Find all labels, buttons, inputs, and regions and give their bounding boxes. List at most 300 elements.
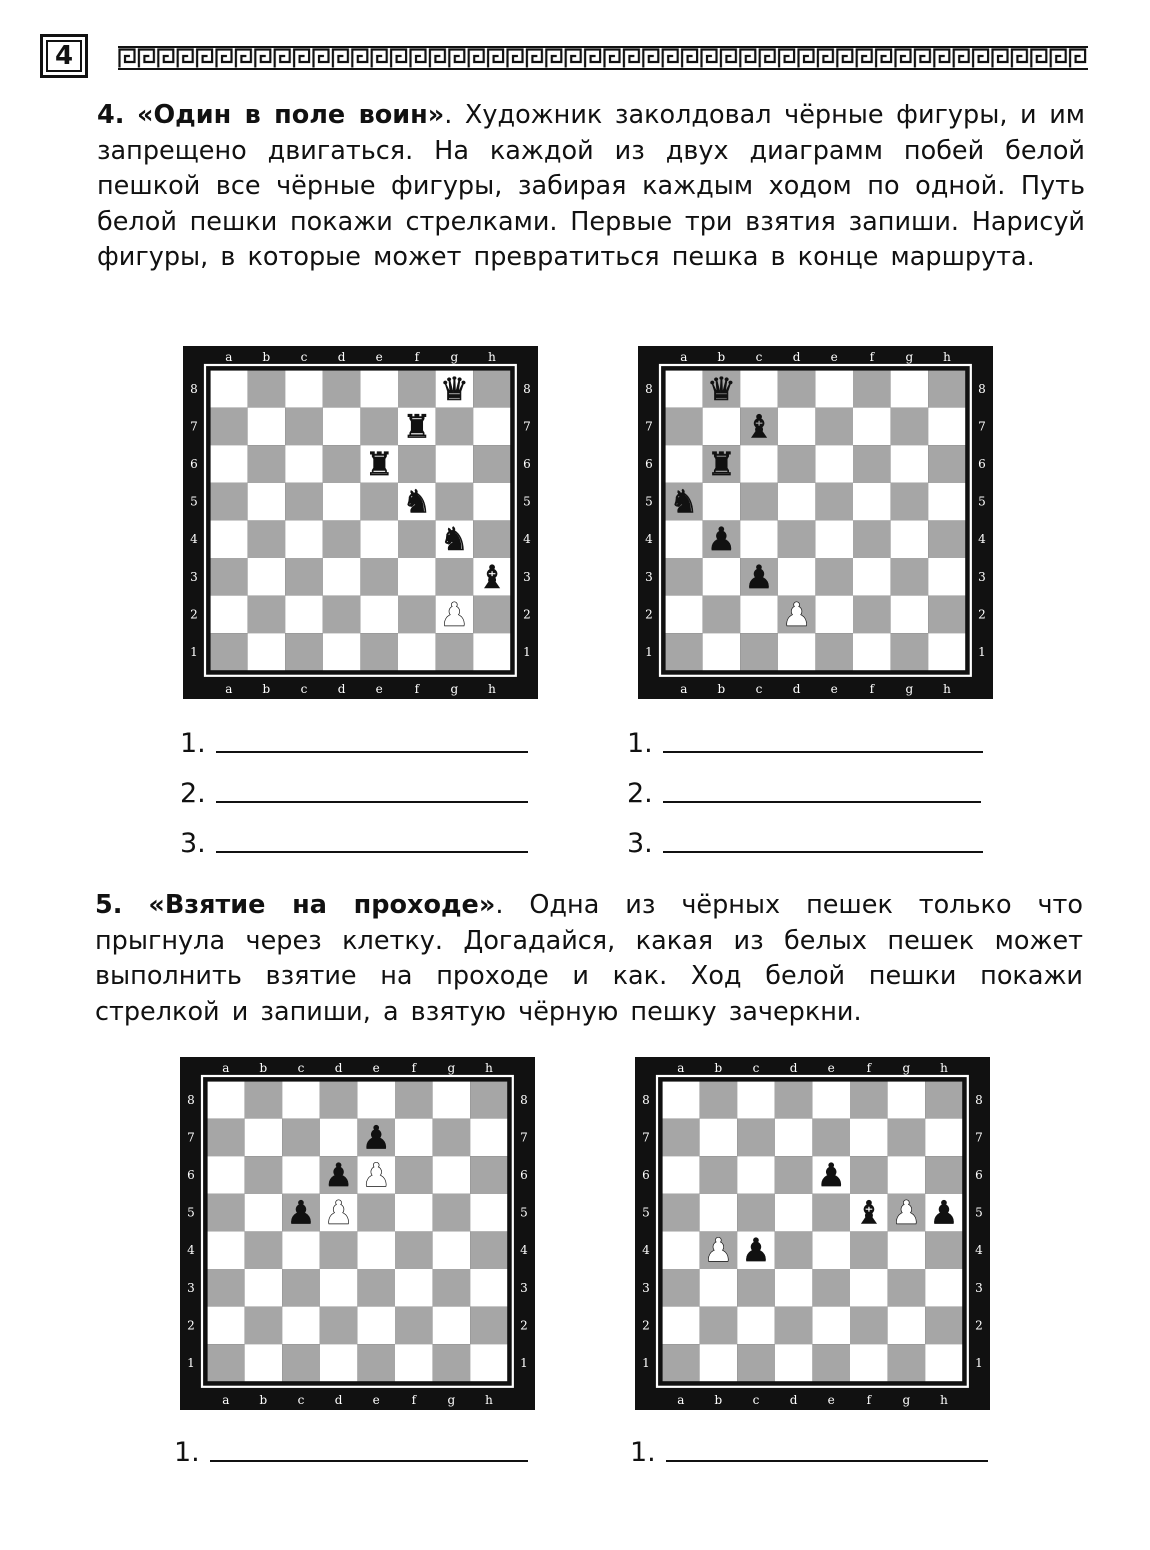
square-g3 <box>436 558 474 596</box>
square-c3 <box>737 1269 775 1307</box>
square-e8 <box>812 1081 850 1119</box>
square-f1 <box>395 1344 433 1382</box>
square-c6 <box>737 1156 775 1194</box>
square-h4 <box>473 520 511 558</box>
square-d6 <box>323 445 361 483</box>
rank-label-4: 4 <box>520 1243 528 1258</box>
file-label-d: d <box>789 1393 798 1407</box>
square-a1 <box>662 1344 700 1382</box>
file-label-e: e <box>375 682 383 696</box>
square-a7 <box>665 408 703 446</box>
square-a5 <box>662 1194 700 1232</box>
square-e5 <box>357 1194 395 1232</box>
square-b2 <box>248 596 286 634</box>
square-g1 <box>433 1344 471 1382</box>
answer-number: 1. <box>627 728 653 759</box>
square-a2 <box>207 1307 245 1345</box>
square-e4 <box>812 1231 850 1269</box>
square-g2 <box>433 1307 471 1345</box>
square-b3 <box>248 558 286 596</box>
square-h5 <box>473 483 511 521</box>
square-b8 <box>700 1081 738 1119</box>
square-a3 <box>210 558 248 596</box>
square-d8 <box>323 370 361 408</box>
square-f1 <box>853 633 891 671</box>
square-g4 <box>888 1231 926 1269</box>
page-number: 4 <box>40 34 88 78</box>
rank-label-5: 5 <box>978 494 986 509</box>
file-label-b: b <box>259 1061 268 1075</box>
square-a4 <box>662 1231 700 1269</box>
black-pawn-d6: ♟ <box>324 1156 353 1194</box>
file-label-d: d <box>792 350 801 364</box>
file-label-c: c <box>752 1061 760 1075</box>
square-c2 <box>740 596 778 634</box>
rank-label-6: 6 <box>642 1168 650 1182</box>
square-h3 <box>470 1269 508 1307</box>
file-label-h: h <box>485 1061 493 1075</box>
file-label-a: a <box>677 1393 685 1407</box>
square-g4 <box>891 520 929 558</box>
file-label-d: d <box>789 1061 798 1075</box>
square-b5 <box>248 483 286 521</box>
chessboard-5b <box>635 1057 990 1410</box>
rank-label-6: 6 <box>523 457 531 471</box>
file-label-a: a <box>225 682 233 696</box>
square-b6 <box>700 1156 738 1194</box>
answer-line-4a-1[interactable] <box>180 728 528 759</box>
square-g3 <box>888 1269 926 1307</box>
file-label-f: f <box>869 350 875 364</box>
rank-label-7: 7 <box>645 419 653 434</box>
square-f4 <box>850 1231 888 1269</box>
square-b7 <box>703 408 741 446</box>
square-b5 <box>700 1194 738 1232</box>
file-label-h: h <box>943 350 951 364</box>
square-h7 <box>928 408 966 446</box>
rank-label-5: 5 <box>975 1205 983 1220</box>
square-h1 <box>473 633 511 671</box>
square-g1 <box>891 633 929 671</box>
square-h3 <box>925 1269 963 1307</box>
square-a6 <box>207 1156 245 1194</box>
black-knight-f5: ♞ <box>402 482 432 521</box>
square-e1 <box>357 1344 395 1382</box>
file-label-a: a <box>680 350 688 364</box>
square-h6 <box>473 445 511 483</box>
answer-line-4a-2[interactable] <box>180 778 528 809</box>
chessboard-4a <box>183 346 538 699</box>
file-label-c: c <box>300 350 308 364</box>
square-f2 <box>853 596 891 634</box>
rank-label-3: 3 <box>523 569 531 584</box>
square-d2 <box>320 1307 358 1345</box>
black-knight-a5: ♞ <box>669 482 699 521</box>
answer-number: 1. <box>180 728 206 759</box>
answer-line-5a-1[interactable] <box>174 1437 528 1468</box>
square-a3 <box>662 1269 700 1307</box>
square-g6 <box>436 445 474 483</box>
square-c8 <box>282 1081 320 1119</box>
square-e3 <box>812 1269 850 1307</box>
square-h2 <box>925 1307 963 1345</box>
rank-label-4: 4 <box>523 532 531 547</box>
square-f3 <box>850 1269 888 1307</box>
square-h4 <box>925 1231 963 1269</box>
square-b1 <box>703 633 741 671</box>
black-pawn-c5: ♟ <box>286 1193 316 1232</box>
white-pawn-e6: ♟ <box>361 1156 391 1194</box>
square-g2 <box>891 596 929 634</box>
square-b7 <box>245 1119 283 1157</box>
square-a8 <box>210 370 248 408</box>
rank-label-4: 4 <box>190 532 198 547</box>
square-a4 <box>210 520 248 558</box>
rank-label-8: 8 <box>520 1092 528 1107</box>
square-a7 <box>210 408 248 446</box>
black-pawn-e7: ♟ <box>361 1118 391 1157</box>
square-e3 <box>357 1269 395 1307</box>
file-label-e: e <box>375 350 383 364</box>
square-h7 <box>925 1119 963 1157</box>
rank-label-6: 6 <box>645 457 653 471</box>
rank-label-7: 7 <box>190 419 198 434</box>
square-c5 <box>737 1194 775 1232</box>
square-a8 <box>662 1081 700 1119</box>
answer-number: 3. <box>180 828 206 859</box>
black-bishop-f5: ♝ <box>854 1193 884 1232</box>
square-e2 <box>815 596 853 634</box>
square-a3 <box>665 558 703 596</box>
square-g3 <box>433 1269 471 1307</box>
square-b4 <box>245 1231 283 1269</box>
rank-label-3: 3 <box>190 569 198 584</box>
square-b3 <box>700 1269 738 1307</box>
square-d5 <box>323 483 361 521</box>
rank-label-1: 1 <box>642 1356 650 1370</box>
chessboard-5a <box>180 1057 535 1410</box>
rank-label-3: 3 <box>978 569 986 584</box>
square-f8 <box>395 1081 433 1119</box>
file-label-d: d <box>792 682 801 696</box>
square-d8 <box>775 1081 813 1119</box>
file-label-b: b <box>259 1393 268 1407</box>
black-rook-e6: ♜ <box>364 445 394 483</box>
square-d7 <box>778 408 816 446</box>
square-c4 <box>285 520 323 558</box>
answer-line-5b-1[interactable] <box>630 1437 988 1468</box>
rank-label-4: 4 <box>978 532 986 547</box>
square-e1 <box>360 633 398 671</box>
square-f6 <box>395 1156 433 1194</box>
answer-number: 3. <box>627 828 653 859</box>
file-label-a: a <box>225 350 233 364</box>
file-label-g: g <box>905 350 914 364</box>
square-f7 <box>395 1119 433 1157</box>
board-4a-svg <box>183 346 538 699</box>
square-c5 <box>285 483 323 521</box>
rank-label-8: 8 <box>523 381 531 396</box>
square-c8 <box>285 370 323 408</box>
square-b5 <box>245 1194 283 1232</box>
file-label-e: e <box>830 682 838 696</box>
rank-label-7: 7 <box>523 419 531 434</box>
square-d1 <box>778 633 816 671</box>
rank-label-1: 1 <box>975 1356 983 1370</box>
rank-label-4: 4 <box>642 1243 650 1258</box>
square-g5 <box>891 483 929 521</box>
rank-label-6: 6 <box>187 1168 195 1182</box>
exercise-5-text <box>95 888 1083 1030</box>
square-h6 <box>925 1156 963 1194</box>
square-c1 <box>737 1344 775 1382</box>
square-e7 <box>360 408 398 446</box>
rank-label-8: 8 <box>642 1092 650 1107</box>
file-label-a: a <box>680 682 688 696</box>
answer-number: 2. <box>627 778 653 809</box>
file-label-b: b <box>714 1061 723 1075</box>
square-b7 <box>700 1119 738 1157</box>
answer-line-4b-3[interactable] <box>627 828 983 859</box>
square-d4 <box>775 1231 813 1269</box>
square-g7 <box>891 408 929 446</box>
rank-label-1: 1 <box>523 645 531 659</box>
square-e4 <box>360 520 398 558</box>
square-b5 <box>703 483 741 521</box>
square-a3 <box>207 1269 245 1307</box>
square-a1 <box>207 1344 245 1382</box>
exercise-4-text <box>97 98 1085 276</box>
square-f5 <box>853 483 891 521</box>
file-label-e: e <box>372 1393 380 1407</box>
square-c2 <box>737 1307 775 1345</box>
square-e3 <box>815 558 853 596</box>
square-a1 <box>665 633 703 671</box>
square-c7 <box>285 408 323 446</box>
square-a2 <box>210 596 248 634</box>
rank-label-3: 3 <box>645 569 653 584</box>
square-g8 <box>888 1081 926 1119</box>
file-label-b: b <box>714 1393 723 1407</box>
file-label-h: h <box>488 350 496 364</box>
square-c5 <box>740 483 778 521</box>
square-d7 <box>323 408 361 446</box>
square-c6 <box>740 445 778 483</box>
rank-label-8: 8 <box>975 1092 983 1107</box>
square-h6 <box>928 445 966 483</box>
file-label-f: f <box>866 1061 872 1075</box>
square-b2 <box>703 596 741 634</box>
rank-label-3: 3 <box>520 1280 528 1295</box>
square-f1 <box>398 633 436 671</box>
square-b1 <box>245 1344 283 1382</box>
square-g8 <box>891 370 929 408</box>
square-d7 <box>320 1119 358 1157</box>
square-c8 <box>737 1081 775 1119</box>
square-e8 <box>815 370 853 408</box>
square-f8 <box>398 370 436 408</box>
file-label-a: a <box>222 1393 230 1407</box>
file-label-g: g <box>450 682 459 696</box>
black-bishop-h3: ♝ <box>477 557 507 596</box>
rank-label-4: 4 <box>187 1243 195 1258</box>
rank-label-2: 2 <box>520 1318 528 1333</box>
file-label-c: c <box>297 1061 305 1075</box>
square-f6 <box>853 445 891 483</box>
rank-label-3: 3 <box>642 1280 650 1295</box>
square-f7 <box>850 1119 888 1157</box>
exercise-4-number: 4. <box>97 100 125 130</box>
square-b6 <box>248 445 286 483</box>
square-c2 <box>282 1307 320 1345</box>
rank-label-2: 2 <box>645 607 653 622</box>
rank-label-7: 7 <box>975 1130 983 1145</box>
square-f5 <box>395 1194 433 1232</box>
rank-label-7: 7 <box>520 1130 528 1145</box>
square-f3 <box>398 558 436 596</box>
rank-label-8: 8 <box>645 381 653 396</box>
rank-label-1: 1 <box>978 645 986 659</box>
square-f1 <box>850 1344 888 1382</box>
square-h5 <box>470 1194 508 1232</box>
square-a4 <box>665 520 703 558</box>
file-label-d: d <box>337 682 346 696</box>
square-c4 <box>282 1231 320 1269</box>
square-e6 <box>815 445 853 483</box>
rank-label-5: 5 <box>190 494 198 509</box>
rank-label-5: 5 <box>187 1205 195 1220</box>
square-e4 <box>815 520 853 558</box>
answer-number: 2. <box>180 778 206 809</box>
square-e1 <box>815 633 853 671</box>
square-d4 <box>778 520 816 558</box>
square-b2 <box>245 1307 283 1345</box>
greek-key-border <box>118 46 1088 70</box>
file-label-e: e <box>372 1061 380 1075</box>
file-label-e: e <box>830 350 838 364</box>
square-b1 <box>700 1344 738 1382</box>
black-pawn-e6: ♟ <box>816 1156 846 1194</box>
answer-line-4b-1[interactable] <box>627 728 983 759</box>
square-c1 <box>282 1344 320 1382</box>
rank-label-8: 8 <box>978 381 986 396</box>
square-e8 <box>357 1081 395 1119</box>
square-a2 <box>665 596 703 634</box>
square-f2 <box>398 596 436 634</box>
square-f6 <box>398 445 436 483</box>
black-pawn-c3: ♟ <box>744 557 774 596</box>
square-a8 <box>207 1081 245 1119</box>
rank-label-4: 4 <box>975 1243 983 1258</box>
exercise-4-title: «Один в поле воин» <box>137 100 445 130</box>
square-d4 <box>323 520 361 558</box>
square-b2 <box>700 1307 738 1345</box>
square-h5 <box>928 483 966 521</box>
file-label-e: e <box>827 1061 835 1075</box>
file-label-g: g <box>447 1393 456 1407</box>
rank-label-5: 5 <box>523 494 531 509</box>
square-a5 <box>207 1194 245 1232</box>
rank-label-5: 5 <box>520 1205 528 1220</box>
square-a7 <box>662 1119 700 1157</box>
file-label-h: h <box>943 682 951 696</box>
square-d3 <box>778 558 816 596</box>
square-f8 <box>850 1081 888 1119</box>
answer-line-4b-2[interactable] <box>627 778 981 809</box>
square-d5 <box>775 1194 813 1232</box>
file-label-f: f <box>411 1061 417 1075</box>
black-bishop-c7: ♝ <box>744 407 774 446</box>
file-label-h: h <box>940 1061 948 1075</box>
square-d6 <box>775 1156 813 1194</box>
square-c2 <box>285 596 323 634</box>
square-e5 <box>360 483 398 521</box>
square-c3 <box>285 558 323 596</box>
square-h2 <box>473 596 511 634</box>
square-b6 <box>245 1156 283 1194</box>
square-e2 <box>812 1307 850 1345</box>
square-d1 <box>323 633 361 671</box>
square-e5 <box>815 483 853 521</box>
square-b3 <box>703 558 741 596</box>
file-label-g: g <box>905 682 914 696</box>
square-b1 <box>248 633 286 671</box>
file-label-f: f <box>869 682 875 696</box>
file-label-d: d <box>334 1393 343 1407</box>
rank-label-5: 5 <box>645 494 653 509</box>
square-c3 <box>282 1269 320 1307</box>
rank-label-8: 8 <box>190 381 198 396</box>
square-c6 <box>282 1156 320 1194</box>
square-e2 <box>360 596 398 634</box>
square-f4 <box>853 520 891 558</box>
black-pawn-b4: ♟ <box>707 520 736 559</box>
square-a6 <box>665 445 703 483</box>
square-c7 <box>737 1119 775 1157</box>
square-e3 <box>360 558 398 596</box>
answer-line-4a-3[interactable] <box>180 828 528 859</box>
file-label-h: h <box>488 682 496 696</box>
board-4b-svg <box>638 346 993 699</box>
file-label-c: c <box>755 350 763 364</box>
square-h4 <box>470 1231 508 1269</box>
file-label-h: h <box>940 1393 948 1407</box>
file-label-g: g <box>450 350 459 364</box>
rank-label-2: 2 <box>642 1318 650 1333</box>
answer-number: 1. <box>174 1437 200 1468</box>
rank-label-7: 7 <box>187 1130 195 1145</box>
square-e5 <box>812 1194 850 1232</box>
square-a6 <box>662 1156 700 1194</box>
rank-label-1: 1 <box>187 1356 195 1370</box>
square-g2 <box>888 1307 926 1345</box>
square-d1 <box>320 1344 358 1382</box>
square-d5 <box>778 483 816 521</box>
rank-label-2: 2 <box>523 607 531 622</box>
file-label-f: f <box>414 682 420 696</box>
black-rook-b6: ♜ <box>707 445 736 483</box>
black-pawn-c4: ♟ <box>741 1231 771 1270</box>
file-label-d: d <box>334 1061 343 1075</box>
square-g3 <box>891 558 929 596</box>
square-b3 <box>245 1269 283 1307</box>
square-g5 <box>433 1194 471 1232</box>
file-label-f: f <box>411 1393 417 1407</box>
square-d3 <box>323 558 361 596</box>
square-f4 <box>395 1231 433 1269</box>
file-label-c: c <box>755 682 763 696</box>
square-b8 <box>248 370 286 408</box>
